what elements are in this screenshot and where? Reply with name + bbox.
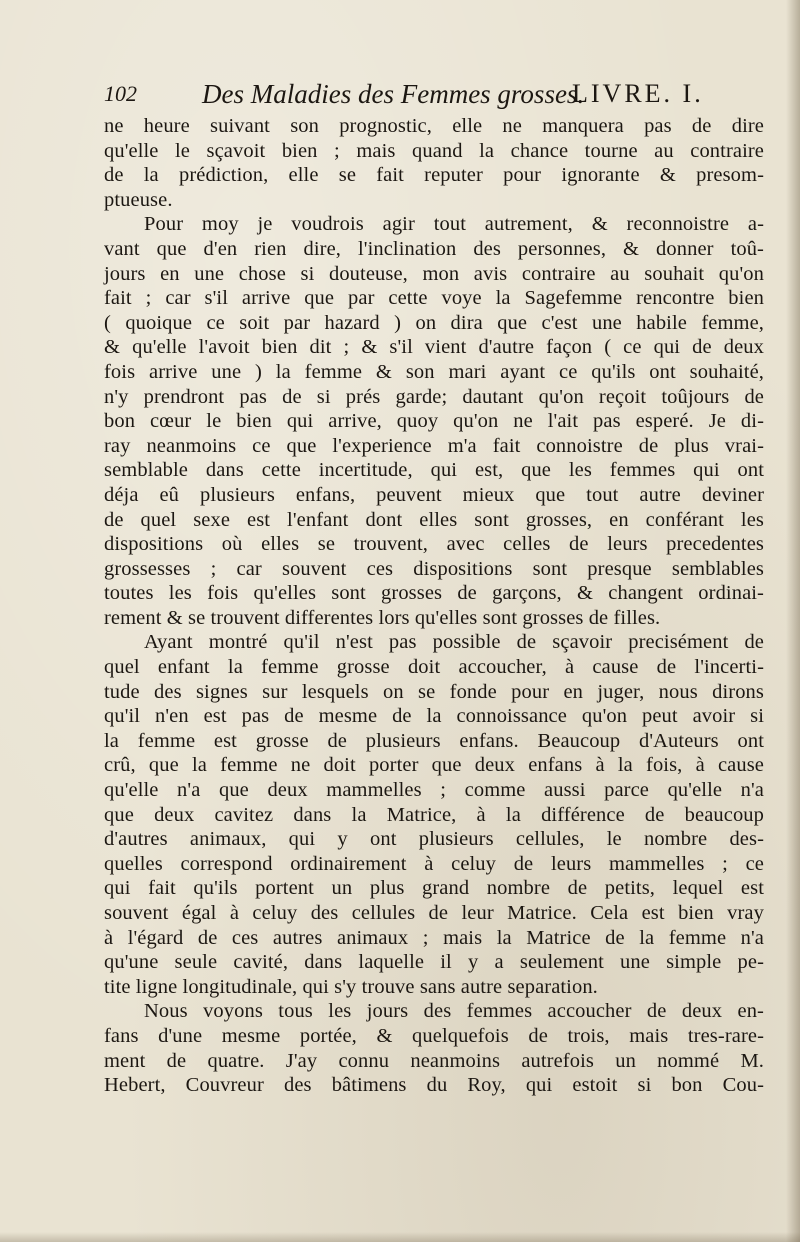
text-line: d'autres animaux, qui y ont plusieurs cellules, le nombre des-	[104, 828, 764, 851]
text-line: tite ligne longitudinale, qui s'y trouve sans autre separation.	[104, 975, 598, 998]
page-bottom-shadow	[0, 1232, 800, 1242]
text-line: ptueuse.	[104, 188, 173, 211]
text-line: Nous voyons tous les jours des femmes accoucher de deux en-	[144, 1000, 764, 1023]
text-line: la femme est grosse de plusieurs enfans. Beaucoup d'Auteurs ont	[104, 729, 764, 752]
text-line: de quel sexe est l'enfant dont elles sont grosses, en conférant les	[104, 508, 764, 531]
text-line: qu'elle n'a que deux mammelles ; comme aussi parce qu'elle n'a	[104, 779, 764, 802]
text-line: ment de quatre. J'ay connu neanmoins autrefois un nommé M.	[104, 1049, 764, 1072]
text-line: qu'il n'en est pas de mesme de la connoissance qu'on peut avoir si	[104, 705, 764, 728]
text-line: dispositions où elles se trouvent, avec celles de leurs precedentes	[104, 533, 764, 556]
page-number: 102	[104, 81, 137, 106]
text-line: Hebert, Couvreur des bâtimens du Roy, qui estoit si bon Cou-	[104, 1074, 764, 1097]
text-line: quelles correspond ordinairement à celuy de leurs mammelles ; ce	[104, 852, 764, 875]
text-line: quel enfant la femme grosse doit accoucher, à cause de l'incerti-	[104, 656, 764, 679]
running-head	[104, 78, 764, 110]
text-line: qu'elle le sçavoit bien ; mais quand la chance tourne au contraire	[104, 139, 764, 162]
text-line: à l'égard de ces autres animaux ; mais la Matrice de la femme n'a	[104, 926, 764, 949]
text-line: toutes les fois qu'elles sont grosses de garçons, & changent ordinai-	[104, 582, 764, 605]
body-text	[104, 114, 764, 1098]
text-line: fans d'une mesme portée, & quelquefois de trois, mais tres-rare-	[104, 1024, 764, 1047]
text-line: qu'une seule cavité, dans laquelle il y a seulement une simple pe-	[104, 951, 764, 974]
text-line: Ayant montré qu'il n'est pas possible de sçavoir precisément de	[144, 631, 764, 654]
page-edge-shadow	[786, 0, 800, 1242]
text-line: ne heure suivant son prognostic, elle ne manquera pas de dire	[104, 115, 764, 137]
text-line: ray neanmoins ce que l'experience m'a fait connoistre de plus vrai-	[104, 434, 764, 457]
text-line: jours en une chose si douteuse, mon avis contraire au souhait qu'on	[104, 262, 764, 285]
text-line: fait ; car s'il arrive que par cette voye la Sagefemme rencontre bien	[104, 287, 764, 310]
text-line: tude des signes sur lesquels on se fonde pour en juger, nous dirons	[104, 680, 764, 703]
text-line: de la prédiction, elle se fait reputer pour ignorante & presom-	[104, 164, 764, 187]
text-line: bon cœur le bien qui arrive, quoy qu'on ne l'ait pas esperé. Je di-	[104, 410, 764, 433]
text-line: fois arrive une ) la femme & son mari ayant ce qu'ils ont souhaité,	[104, 360, 764, 383]
text-line: n'y prendront pas de si prés garde; dautant qu'on reçoit toûjours de	[104, 385, 764, 408]
text-line: vant que d'en rien dire, l'inclination des personnes, & donner toû-	[104, 237, 764, 260]
text-line: crû, que la femme ne doit porter que deux enfans à la fois, à cause	[104, 754, 764, 777]
text-line: que deux cavitez dans la Matrice, à la différence de beaucoup	[104, 803, 764, 826]
text-line: ( quoique ce soit par hazard ) on dira que c'est une habile femme,	[104, 311, 764, 334]
text-line: qui fait qu'ils portent un plus grand nombre de petits, lequel est	[104, 877, 764, 900]
text-line: Pour moy je voudrois agir tout autrement, & reconnoistre a-	[144, 213, 764, 236]
running-title: Des Maladies des Femmes grosses.	[202, 79, 585, 109]
text-line: grossesses ; car souvent ces dispositions sont presque semblables	[104, 557, 764, 580]
text-line: semblable dans cette incertitude, qui est, que les femmes qui ont	[104, 459, 764, 482]
text-line: rement & se trouvent differentes lors qu'elles sont grosses de filles.	[104, 606, 661, 629]
text-line: souvent égal à celuy des cellules de leur Matrice. Cela est bien vray	[104, 902, 764, 924]
text-line: déja eû plusieurs enfans, peuvent mieux que tout autre deviner	[104, 483, 764, 506]
book-label: LIVRE. I.	[572, 79, 704, 108]
text-line: & qu'elle l'avoit bien dit ; & s'il vient d'autre façon ( ce qui de deux	[104, 336, 764, 359]
